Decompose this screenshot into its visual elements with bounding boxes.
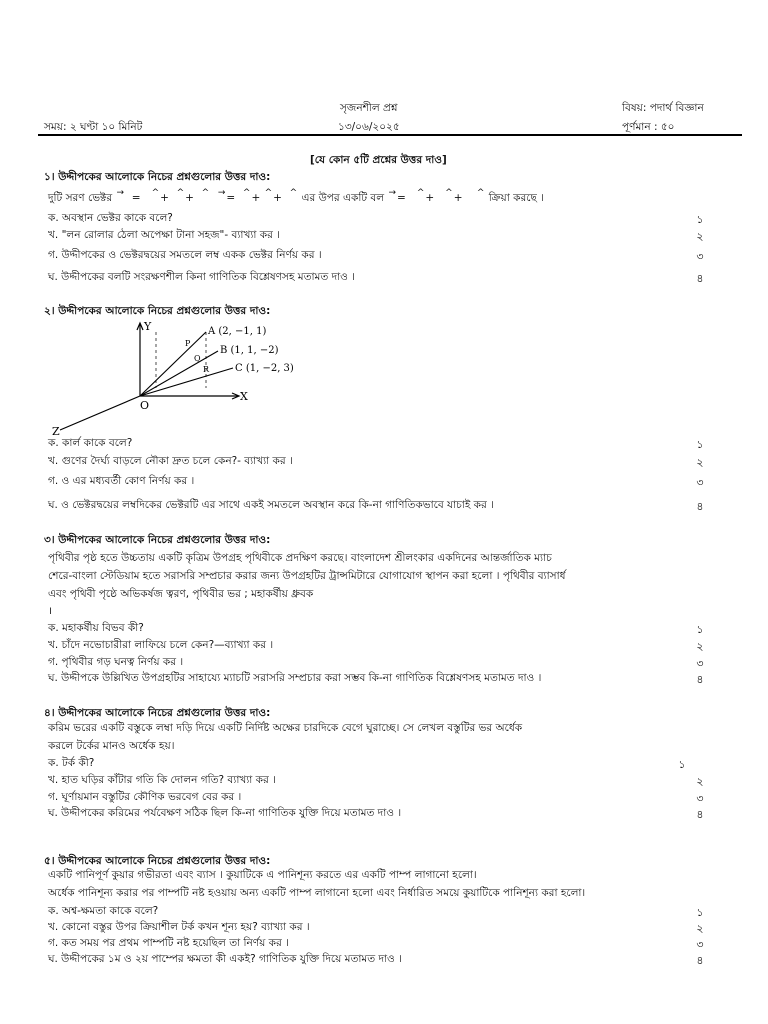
q5-mark-b: ২: [696, 922, 704, 935]
unit-hat-icon: ^: [201, 188, 210, 198]
point-a-label: A (2, −1, 1): [208, 326, 267, 337]
vector-r-label: R: [203, 365, 210, 374]
q1-item-b: খ. "লন রোলার ঠেলা অপেক্ষা টানা সহজ"- ব্যাখ্যা কর ।: [48, 229, 280, 241]
q3-mark-b: ২: [696, 640, 704, 653]
exam-date: ১৩/০৬/২০২৫: [338, 121, 400, 133]
q1-stem-end: ক্রিয়া করছে ।: [488, 192, 544, 204]
q2-mark-d: ৪: [696, 500, 704, 513]
q5-mark-d: ৪: [696, 954, 704, 967]
vector-arrow-icon: →: [217, 188, 226, 198]
q3-stem-line-2: শেরে-বাংলা স্টেডিয়াম হতে সরাসরি সম্প্রচার করার জন্য উপগ্রহটির ট্রান্সমিটারে যোগাযোগ স্থাপন করা হলো । পৃথিবীর ব্যাসার্ধ: [48, 570, 566, 582]
q4-item-b: খ. হাত ঘড়ির কাঁটার গতি কি দোলন গতি? ব্যাখ্যা কর ।: [48, 774, 276, 786]
q4-item-a: ক. টর্ক কী?: [48, 757, 95, 769]
q1-item-d: ঘ. উদ্দীপকের বলটি সংরক্ষণশীল কিনা গাণিতিক বিশ্লেষণসহ মতামত দাও ।: [48, 271, 355, 283]
q1-item-c: গ. উদ্দীপকের ও ভেক্টরদ্বয়ের সমতলে লম্ব একক ভেক্টর নির্ণয় কর ।: [48, 249, 322, 261]
unit-hat-icon: ^: [242, 188, 251, 198]
q4-stem-line-2: করলে টর্কের মানও অর্ধেক হয়।: [48, 740, 175, 752]
q3-item-c: গ. পৃথিবীর গড় ঘনত্ব নির্ণয় কর ।: [48, 656, 184, 668]
unit-hat-icon: ^: [289, 188, 298, 198]
unit-hat-icon: ^: [476, 188, 485, 198]
q5-mark-c: ৩: [696, 938, 704, 951]
unit-hat-icon: ^: [416, 188, 425, 198]
unit-hat-icon: ^: [264, 188, 273, 198]
q2-mark-b: ২: [696, 456, 704, 469]
q3-mark-a: ১: [696, 623, 704, 636]
q1-stem-mid: এর উপর একটি বল: [301, 192, 385, 204]
q3-item-d: ঘ. উদ্দীপকে উল্লিখিত উপগ্রহটির সাহায্যে ম্যাচটি সরাসরি সম্প্রচার করা সম্ভব কি-না গাণিতিক বিশ্লেষণসহ মতামত দাও ।: [48, 672, 542, 684]
q3-mark-d: ৪: [696, 673, 704, 686]
vector-arrow-icon: →: [388, 188, 396, 198]
time-label: সময়: ২ ঘণ্টা ১০ মিনিট: [44, 121, 143, 133]
q2-mark-a: ১: [696, 438, 704, 451]
axis-y-label: Y: [144, 320, 152, 333]
q5-mark-a: ১: [696, 906, 704, 919]
q1-heading: ১। উদ্দীপকের আলোকে নিচের প্রশ্নগুলোর উত্তর দাও:: [44, 171, 271, 183]
q4-mark-b: ২: [696, 775, 704, 788]
q4-stem-line-1: করিম ভরের একটি বস্তুকে লম্বা দড়ি দিয়ে একটি নির্দিষ্ট অক্ষের চারদিকে বেগে ঘুরাচ্ছে। সে লেখল বস্তুটির ভর অর্ধেক: [48, 722, 523, 734]
q2-item-c: গ. ও এর মধ্যবর্তী কোণ নির্ণয় কর ।: [48, 475, 195, 487]
q1-mark-c: ৩: [696, 250, 704, 263]
q2-mark-c: ৩: [696, 476, 704, 489]
q4-mark-d: ৪: [696, 808, 704, 821]
exam-title: সৃজনশীল প্রশ্ন: [340, 102, 398, 114]
q1-item-a: ক. অবস্থান ভেক্টর কাকে বলে?: [48, 212, 173, 224]
q2-item-b: খ. গুণের দৈর্ঘ্য বাড়লে নৌকা দ্রুত চলে কেন?- ব্যাখ্যা কর ।: [48, 455, 293, 467]
z-axis: [60, 396, 140, 430]
q4-mark-a: ১: [678, 758, 686, 771]
unit-hat-icon: ^: [445, 188, 453, 198]
origin-label: O: [140, 399, 150, 412]
q5-item-b: খ. কোনো বস্তুর উপর ক্রিয়াশীল টর্ক কখন শূন্য হয়? ব্যাখ্যা কর ।: [48, 921, 310, 933]
q1-stem-start: দুটি সরণ ভেক্টর: [48, 192, 113, 204]
instruction-text: [যে কোন ৫টি প্রশ্নের উত্তর দাও]: [310, 154, 447, 166]
q5-item-d: ঘ. উদ্দীপকের ১ম ও ২য় পাম্পের ক্ষমতা কী একই? গাণিতিক যুক্তি দিয়ে মতামত দাও ।: [48, 953, 402, 965]
point-b-label: B (1, 1, −2): [220, 345, 279, 356]
axis-x-label: X: [240, 390, 248, 403]
unit-hat-icon: ^: [151, 188, 160, 198]
q3-item-b: খ. চাঁদে নভোচারীরা লাফিয়ে চলে কেন?—ব্যাখ্যা কর ।: [48, 639, 274, 651]
q5-item-c: গ. কত সময় পর প্রথম পাম্পটি নষ্ট হয়েছিল তা নির্ণয় কর ।: [48, 937, 289, 949]
q1-mark-d: ৪: [696, 272, 704, 285]
q5-stem-line-2: অর্ধেক পানিশূন্য করার পর পাম্পটি নষ্ট হওয়ায় অন্য একটি পাম্প লাগানো হলো এবং নির্ধারিত সময়ে কুয়াটিকে পানিশূন্য করা হলো।: [48, 887, 586, 899]
vector-arrow-icon: →: [116, 188, 125, 198]
q3-stem-line-1: পৃথিবীর পৃষ্ঠ হতে উচ্চতায় একটি কৃত্রিম উপগ্রহ পৃথিবীকে প্রদক্ষিণ করছে। বাংলাদেশ শ্রীলংকার একদিনের আন্তর্জাতিক ম্যাচ: [48, 552, 552, 564]
vector-q-label: Q: [194, 354, 201, 363]
full-marks-label: পূর্ণমান : ৫০: [622, 121, 675, 133]
q4-item-c: গ. ঘূর্ণায়মান বস্তুটির কৌণিক ভরবেগ বের কর ।: [48, 791, 242, 803]
q1-mark-b: ২: [696, 230, 704, 243]
q5-item-a: ক. অশ্ব-ক্ষমতা কাকে বলে?: [48, 905, 159, 917]
q5-stem-line-1: একটি পানিপূর্ণ কুয়ার গভীরতা এবং ব্যাস । কুয়াটিকে এ পানিশূন্য করতে এর একটি পাম্প লাগানো হলো।: [48, 869, 477, 881]
header-divider: [38, 134, 742, 136]
q5-heading: ৫। উদ্দীপকের আলোকে নিচের প্রশ্নগুলোর উত্তর দাও:: [44, 855, 271, 867]
q2-item-a: ক. কার্ল কাকে বলে?: [48, 437, 133, 449]
q3-mark-c: ৩: [696, 657, 704, 670]
q1-stem: দুটি সরণ ভেক্টর → = ^+ ^+ ^ →= ^+ ^+ ^ এর উপর একটি বল →= ^+ ^+ ^ ক্রিয়া করছে ।: [48, 188, 544, 204]
point-c-label: C (1, −2, 3): [235, 363, 294, 374]
subject-label: বিষয়: পদার্থ বিজ্ঞান: [622, 102, 704, 114]
axis-z-label: Z: [52, 425, 60, 438]
q3-item-a: ক. মহাকর্ষীয় বিভব কী?: [48, 622, 144, 634]
vector-figure: [48, 318, 318, 438]
q1-mark-a: ১: [696, 213, 704, 226]
q4-mark-c: ৩: [696, 792, 704, 805]
q2-item-d: ঘ. ও ভেক্টরদ্বয়ের লম্বদিকের ভেক্টরটি এর সাথে একই সমতলে অবস্থান করে কি-না গাণিতিকভাবে যাচাই কর ।: [48, 499, 494, 511]
q2-heading: ২। উদ্দীপকের আলোকে নিচের প্রশ্নগুলোর উত্তর দাও:: [44, 305, 271, 317]
q3-stem-line-3: এবং পৃথিবী পৃষ্ঠে অভিকর্ষজ ত্বরণ, পৃথিবীর ভর ; মহাকর্ষীয় ধ্রুবক: [48, 588, 314, 600]
q4-item-d: ঘ. উদ্দীপকের করিমের পর্যবেক্ষণ সঠিক ছিল কি-না গাণিতিক যুক্তি দিয়ে মতামত দাও ।: [48, 807, 402, 819]
unit-hat-icon: ^: [176, 188, 185, 198]
vector-p-label: P: [185, 339, 191, 348]
q4-heading: ৪। উদ্দীপকের আলোকে নিচের প্রশ্নগুলোর উত্তর দাও:: [44, 707, 271, 719]
q3-stem-line-4: ।: [48, 605, 52, 617]
q3-heading: ৩। উদ্দীপকের আলোকে নিচের প্রশ্নগুলোর উত্তর দাও:: [44, 534, 271, 546]
